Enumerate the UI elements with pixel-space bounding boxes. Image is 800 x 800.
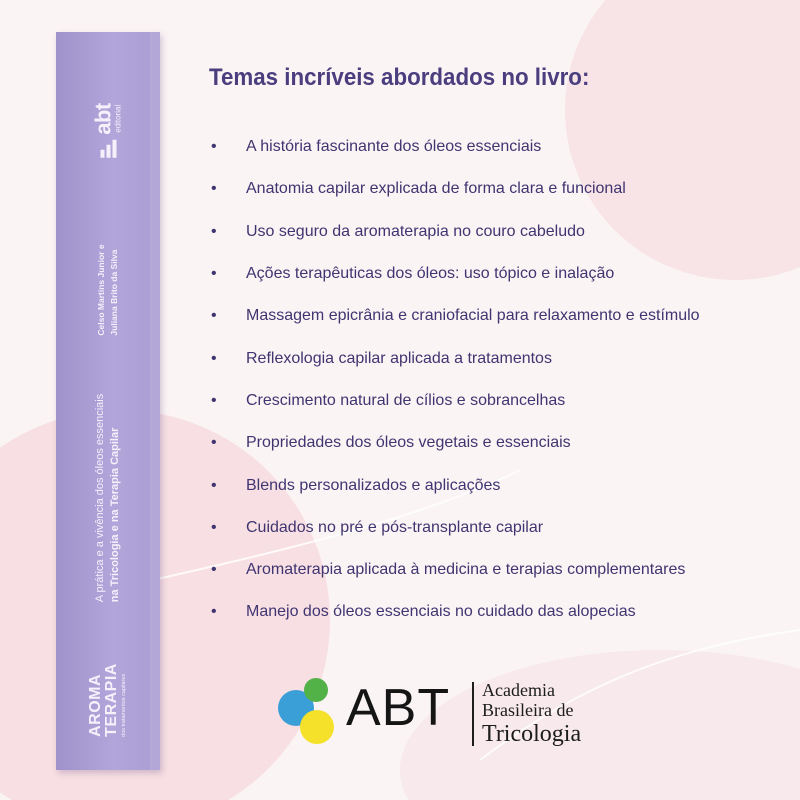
green-circle-icon bbox=[304, 678, 328, 702]
logo-line-1: Academia bbox=[482, 680, 555, 700]
publisher-subtitle: editorial bbox=[113, 104, 123, 133]
topic-text: Aromaterapia aplicada à medicina e terapias complementares bbox=[246, 561, 686, 579]
abt-logo bbox=[276, 676, 606, 756]
list-item bbox=[211, 337, 700, 379]
yellow-circle-icon bbox=[300, 710, 334, 744]
authors-line-2: Juliana Brito da Silva bbox=[109, 249, 119, 336]
page-title: Temas incríveis abordados no livro: bbox=[209, 64, 590, 91]
book-authors bbox=[95, 244, 121, 335]
logo-institution-name bbox=[482, 680, 581, 748]
publisher-logo bbox=[90, 103, 123, 157]
list-item bbox=[211, 126, 700, 168]
book-spine bbox=[56, 32, 160, 770]
topic-text: Manejo dos óleos essenciais no cuidado das alopecias bbox=[246, 603, 636, 621]
topic-text: A história fascinante dos óleos essenciais bbox=[246, 138, 542, 156]
bullet-icon: • bbox=[211, 518, 217, 536]
book-subtitle bbox=[93, 394, 123, 603]
bullet-icon: • bbox=[211, 391, 217, 409]
topics-list bbox=[211, 126, 700, 634]
topic-text: Cuidados no pré e pós-transplante capilar bbox=[246, 518, 544, 536]
title-subtext: dos tratamentos capilares bbox=[121, 673, 127, 737]
list-item bbox=[211, 295, 700, 337]
authors-line-1: Celso Martins Junior e bbox=[96, 244, 106, 336]
subtitle-line-1: A prática e a vivência dos óleos essenciais bbox=[94, 393, 106, 603]
bar-chart-icon bbox=[100, 140, 116, 158]
list-item bbox=[211, 380, 700, 422]
bullet-icon: • bbox=[211, 476, 217, 494]
bullet-icon: • bbox=[211, 349, 217, 367]
logo-line-2: Brasileira de bbox=[482, 700, 574, 720]
bullet-icon: • bbox=[211, 180, 217, 198]
bullet-icon: • bbox=[211, 307, 217, 325]
list-item bbox=[211, 253, 700, 295]
title-line-2: TERAPIA bbox=[103, 663, 120, 737]
publisher-name: abt bbox=[90, 103, 116, 135]
logo-divider bbox=[472, 682, 474, 746]
topic-text: Propriedades dos óleos vegetais e essenciais bbox=[246, 434, 571, 452]
spine-highlight bbox=[150, 32, 160, 770]
subtitle-line-2: na Tricologia e na Terapia Capilar bbox=[109, 427, 121, 603]
topic-text: Anatomia capilar explicada de forma clara e funcional bbox=[246, 180, 626, 198]
topic-text: Crescimento natural de cílios e sobrancelhas bbox=[246, 391, 566, 409]
list-item bbox=[211, 591, 700, 633]
bullet-icon: • bbox=[211, 222, 217, 240]
topic-text: Blends personalizados e aplicações bbox=[246, 476, 501, 494]
bullet-icon: • bbox=[211, 434, 217, 452]
list-item bbox=[211, 507, 700, 549]
topic-text: Reflexologia capilar aplicada a tratamentos bbox=[246, 349, 552, 367]
bullet-icon: • bbox=[211, 603, 217, 621]
topic-text: Uso seguro da aromaterapia no couro cabeludo bbox=[246, 222, 585, 240]
list-item bbox=[211, 422, 700, 464]
list-item bbox=[211, 549, 700, 591]
list-item bbox=[211, 464, 700, 506]
bullet-icon: • bbox=[211, 265, 217, 283]
topic-text: Massagem epicrânia e craniofacial para relaxamento e estímulo bbox=[246, 307, 700, 325]
title-line-1: AROMA bbox=[87, 673, 104, 737]
topic-text: Ações terapêuticas dos óleos: uso tópico e inalação bbox=[246, 265, 615, 283]
book-title bbox=[88, 663, 128, 737]
bullet-icon: • bbox=[211, 561, 217, 579]
logo-acronym: ABT bbox=[346, 679, 451, 737]
bullet-icon: • bbox=[211, 138, 217, 156]
list-item bbox=[211, 168, 700, 210]
list-item bbox=[211, 211, 700, 253]
logo-line-3: Tricologia bbox=[482, 721, 582, 747]
